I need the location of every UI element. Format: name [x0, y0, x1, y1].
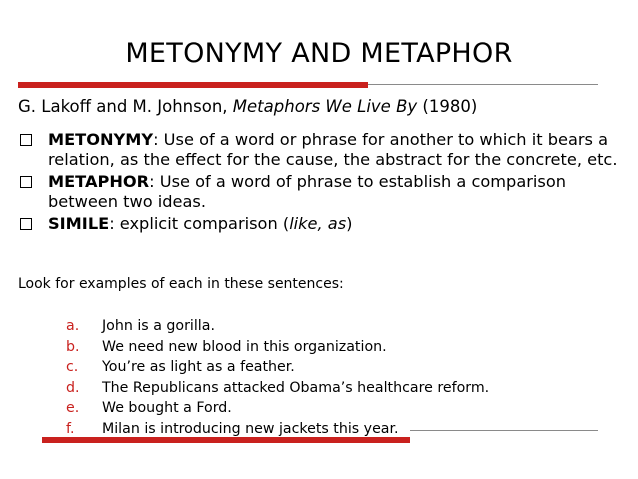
definition-simile-end: ) — [346, 214, 353, 233]
example-item — [66, 378, 489, 399]
term-metaphor: METAPHOR — [48, 172, 150, 191]
example-text: The Republicans attacked Obama’s healthcare reform. — [102, 379, 490, 396]
example-text: Milan is introducing new jackets this year. — [102, 420, 399, 437]
term-simile: SIMILE — [48, 214, 110, 233]
book-reference — [18, 97, 477, 116]
example-letter: e. — [66, 400, 80, 416]
checkbox-bullet-icon — [20, 176, 32, 188]
reference-year: (1980) — [417, 97, 478, 116]
bullet-metaphor — [18, 172, 618, 212]
reference-authors: G. Lakoff and M. Johnson, — [18, 97, 233, 116]
example-item — [66, 337, 489, 358]
example-list — [66, 316, 489, 439]
example-text: John is a gorilla. — [102, 318, 215, 334]
simile-examples: like, as — [289, 214, 347, 233]
footer-rule-red — [42, 437, 410, 443]
example-letter: b. — [66, 338, 80, 355]
checkbox-bullet-icon — [20, 134, 32, 146]
example-item — [66, 316, 489, 337]
example-item — [66, 419, 489, 440]
definition-metonymy: : Use of a word or phrase for another to which it bears a relation, as the effect for the cause, the abstract for the concrete, etc. — [48, 130, 618, 169]
reference-book-title: Metaphors We Live By — [232, 97, 418, 116]
example-letter: f. — [66, 420, 75, 437]
slide-title: METONYMY AND METAPHOR — [125, 38, 513, 69]
example-letter: d. — [66, 379, 80, 396]
examples-prompt: Look for examples of each in these sentences: — [18, 276, 344, 292]
example-text: We need new blood in this organization. — [102, 338, 387, 355]
definition-simile: : explicit comparison ( — [109, 214, 290, 233]
term-metonymy: METONYMY — [48, 130, 154, 149]
example-letter: c. — [66, 359, 79, 375]
bullet-metonymy — [18, 130, 618, 170]
checkbox-bullet-icon — [20, 218, 32, 230]
bullet-simile — [18, 214, 618, 234]
definition-list — [18, 130, 618, 236]
example-text: You’re as light as a feather. — [102, 359, 295, 375]
definition-metaphor: : Use of a word of phrase to establish a comparison between two ideas. — [48, 172, 567, 211]
example-text: We bought a Ford. — [102, 400, 232, 416]
title-underline-red — [18, 82, 368, 88]
example-item — [66, 357, 489, 378]
example-letter: a. — [66, 318, 80, 334]
footer-rule-gray — [410, 430, 598, 431]
title-underline-gray — [368, 84, 598, 85]
example-item — [66, 398, 489, 419]
